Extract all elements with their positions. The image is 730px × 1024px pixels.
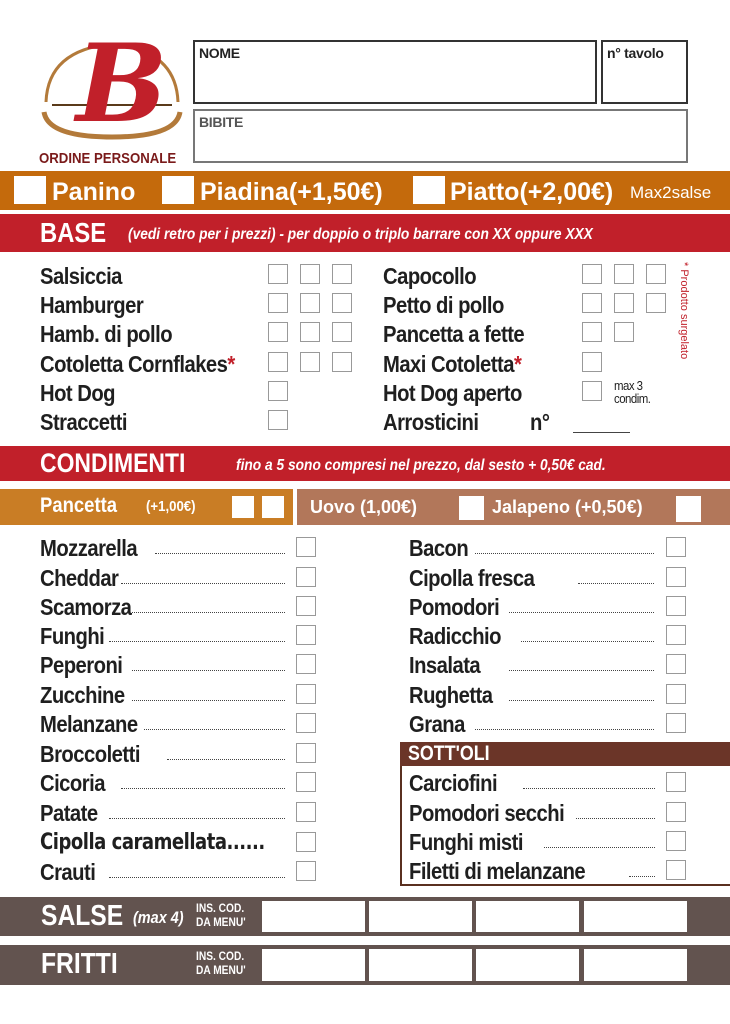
base-item-note: max 3 condim. (614, 378, 651, 406)
salse-code-input-2[interactable] (369, 901, 472, 932)
logo (38, 21, 186, 157)
condiment-checkbox[interactable] (666, 596, 686, 616)
dot-leader (509, 700, 654, 701)
bibite-field[interactable] (193, 109, 688, 163)
tavolo-field[interactable] (601, 40, 688, 104)
base-item-checkbox[interactable] (332, 293, 352, 313)
base-item-label: Maxi Cotoletta* (383, 351, 522, 377)
condiment-checkbox[interactable] (296, 654, 316, 674)
base-item-checkbox[interactable] (300, 264, 320, 284)
base-item-label: Hamburger (40, 292, 144, 318)
condiment-label: Radicchio (409, 623, 501, 649)
base-item-checkbox[interactable] (614, 264, 634, 284)
base-item-label: Straccetti (40, 409, 127, 435)
condiment-label: Patate (40, 800, 98, 826)
condiment-checkbox[interactable] (296, 802, 316, 822)
dot-leader (155, 553, 285, 554)
base-item-checkbox[interactable] (332, 352, 352, 372)
dot-leader (132, 700, 285, 701)
condiment-checkbox[interactable] (666, 654, 686, 674)
star-mark: * (513, 351, 522, 377)
condiment-checkbox[interactable] (296, 832, 316, 852)
dot-leader (509, 670, 654, 671)
dot-leader (121, 583, 286, 584)
salse-code-input-1[interactable] (262, 901, 365, 932)
condimenti-band (0, 446, 730, 481)
base-item-label: Capocollo (383, 263, 477, 289)
base-item-checkbox[interactable] (582, 293, 602, 313)
condiment-checkbox[interactable] (666, 537, 686, 557)
piadina-checkbox[interactable] (162, 176, 194, 204)
sottoli-title: SOTT'OLI (408, 742, 490, 765)
type-band (0, 171, 730, 210)
base-item-checkbox[interactable] (300, 352, 320, 372)
salse-title: SALSE (41, 900, 124, 932)
logo-letter: B (76, 21, 168, 147)
condiment-label: Broccoletti (40, 741, 140, 767)
base-item-checkbox[interactable] (300, 322, 320, 342)
uovo-label: Uovo (1,00€) (310, 497, 418, 517)
sottoli-label: Pomodori secchi (409, 800, 565, 826)
condiment-label: Peperoni (40, 652, 123, 678)
arrosticini-n-label: n° (530, 409, 550, 435)
pancetta-checkbox-2[interactable] (262, 496, 284, 518)
star-mark: * (227, 351, 235, 377)
piadina-label: Piadina(+1,50€) (200, 178, 383, 206)
uovo-checkbox[interactable] (459, 496, 484, 520)
extras-box (297, 489, 730, 525)
fritti-code-label (196, 949, 246, 977)
logo-subtitle: ORDINE PERSONALE (39, 150, 177, 167)
condiment-checkbox[interactable] (296, 684, 316, 704)
fritti-code-input-4[interactable] (584, 949, 687, 981)
base-item-checkbox[interactable] (268, 322, 288, 342)
base-item-checkbox[interactable] (300, 293, 320, 313)
condiment-label: Funghi (40, 623, 105, 649)
nome-field[interactable] (193, 40, 597, 104)
condiment-label: Bacon (409, 535, 469, 561)
base-item-checkbox[interactable] (614, 293, 634, 313)
condimenti-subtitle: fino a 5 sono compresi nel prezzo, dal sesto + 0,50€ cad. (236, 457, 606, 474)
bibite-label: BIBITE (199, 114, 244, 130)
fritti-code-input-3[interactable] (476, 949, 579, 981)
condiment-checkbox[interactable] (666, 567, 686, 587)
fritti-band (0, 945, 730, 985)
base-item-label: Cotoletta Cornflakes* (40, 351, 235, 377)
pancetta-box (0, 489, 293, 525)
base-item-checkbox[interactable] (582, 381, 602, 401)
fritti-code-input-2[interactable] (369, 949, 472, 981)
base-item-label: Salsiccia (40, 263, 122, 289)
jalapeno-label: Jalapeno (+0,50€) (492, 497, 643, 517)
condiment-checkbox[interactable] (296, 861, 316, 881)
condiment-label: Cipolla caramellata...... (40, 830, 265, 855)
salse-code2: DA MENU' (196, 915, 246, 929)
fritti-code1: INS. COD. (196, 949, 245, 963)
condiment-label: Cipolla fresca (409, 565, 535, 591)
base-item-checkbox[interactable] (268, 352, 288, 372)
base-item-checkbox[interactable] (614, 322, 634, 342)
base-item-checkbox[interactable] (582, 322, 602, 342)
condiment-label: Pomodori (409, 594, 500, 620)
salse-max: (max 4) (133, 908, 184, 927)
piatto-note: Max2salse (630, 183, 712, 202)
base-item-checkbox[interactable] (646, 264, 666, 284)
base-item-checkbox[interactable] (332, 322, 352, 342)
condiment-checkbox[interactable] (666, 713, 686, 733)
piatto-label: Piatto(+2,00€) (450, 178, 614, 206)
arrosticini-count-field[interactable] (573, 432, 630, 433)
panino-checkbox[interactable] (14, 176, 46, 204)
condiment-checkbox[interactable] (296, 713, 316, 733)
condiment-checkbox[interactable] (666, 625, 686, 645)
pancetta-checkbox-1[interactable] (232, 496, 254, 518)
condiment-checkbox[interactable] (296, 743, 316, 763)
nome-label: NOME (199, 45, 240, 61)
dot-leader (521, 641, 655, 642)
salse-code-input-4[interactable] (584, 901, 687, 932)
pancetta-label: Pancetta (40, 494, 118, 517)
dot-leader (475, 729, 655, 730)
condiment-label: Mozzarella (40, 535, 138, 561)
sottoli-label: Filetti di melanzane (409, 858, 586, 884)
dot-leader (109, 818, 285, 819)
base-item-checkbox[interactable] (646, 293, 666, 313)
condiment-checkbox[interactable] (666, 684, 686, 704)
base-item-checkbox[interactable] (268, 293, 288, 313)
condiment-label: Cicoria (40, 770, 105, 796)
dot-leader (509, 612, 654, 613)
condimenti-title: CONDIMENTI (40, 448, 186, 478)
fritti-title: FRITTI (41, 948, 118, 980)
dot-leader (578, 583, 654, 584)
pancetta-price: (+1,00€) (146, 498, 196, 515)
base-title: BASE (40, 217, 107, 248)
dot-leader (109, 877, 285, 878)
base-item-checkbox[interactable] (582, 264, 602, 284)
fritti-code-input-1[interactable] (262, 949, 365, 981)
condiment-label: Zucchine (40, 682, 125, 708)
sottoli-label: Funghi misti (409, 829, 523, 855)
salse-code-label (196, 901, 246, 929)
piatto-checkbox[interactable] (413, 176, 445, 204)
condiment-label: Melanzane (40, 711, 138, 737)
base-item-label: Hamb. di pollo (40, 321, 173, 347)
dot-leader (167, 759, 286, 760)
base-item-label: Pancetta a fette (383, 321, 525, 347)
condiment-label: Insalata (409, 652, 481, 678)
sottoli-header (400, 742, 730, 766)
base-item-label: Hot Dog aperto (383, 380, 522, 406)
base-item-label: Petto di pollo (383, 292, 504, 318)
base-item-label: Hot Dog (40, 380, 115, 406)
condiment-checkbox[interactable] (296, 625, 316, 645)
panino-label: Panino (52, 178, 136, 206)
condiment-label: Crauti (40, 859, 96, 885)
condiment-checkbox[interactable] (296, 596, 316, 616)
condiment-checkbox[interactable] (296, 772, 316, 792)
base-band (0, 214, 730, 252)
dot-leader (132, 670, 285, 671)
condiment-label: Rughetta (409, 682, 493, 708)
frozen-note: * Prodotto surgelato (678, 262, 690, 360)
dot-leader (475, 553, 655, 554)
base-item-checkbox[interactable] (268, 410, 288, 430)
base-item-checkbox[interactable] (268, 264, 288, 284)
salse-code1: INS. COD. (196, 901, 245, 915)
condiment-label: Scamorza (40, 594, 132, 620)
tavolo-label: n° tavolo (607, 45, 664, 61)
dot-leader (144, 729, 286, 730)
condiment-checkbox[interactable] (296, 537, 316, 557)
base-item-checkbox[interactable] (268, 381, 288, 401)
base-item-checkbox[interactable] (582, 352, 602, 372)
fritti-code2: DA MENU' (196, 963, 246, 977)
base-item-label: Arrosticini (383, 409, 479, 435)
base-subtitle: (vedi retro per i prezzi) - per doppio o triplo barrare con XX oppure XXX (128, 226, 593, 243)
salse-code-input-3[interactable] (476, 901, 579, 932)
sottoli-label: Carciofini (409, 770, 498, 796)
jalapeno-checkbox[interactable] (676, 496, 701, 522)
condiment-checkbox[interactable] (296, 567, 316, 587)
salse-band (0, 897, 730, 936)
condiment-label: Grana (409, 711, 465, 737)
dot-leader (132, 612, 285, 613)
dot-leader (109, 641, 285, 642)
condiment-label: Cheddar (40, 565, 119, 591)
dot-leader (121, 788, 286, 789)
base-item-checkbox[interactable] (332, 264, 352, 284)
